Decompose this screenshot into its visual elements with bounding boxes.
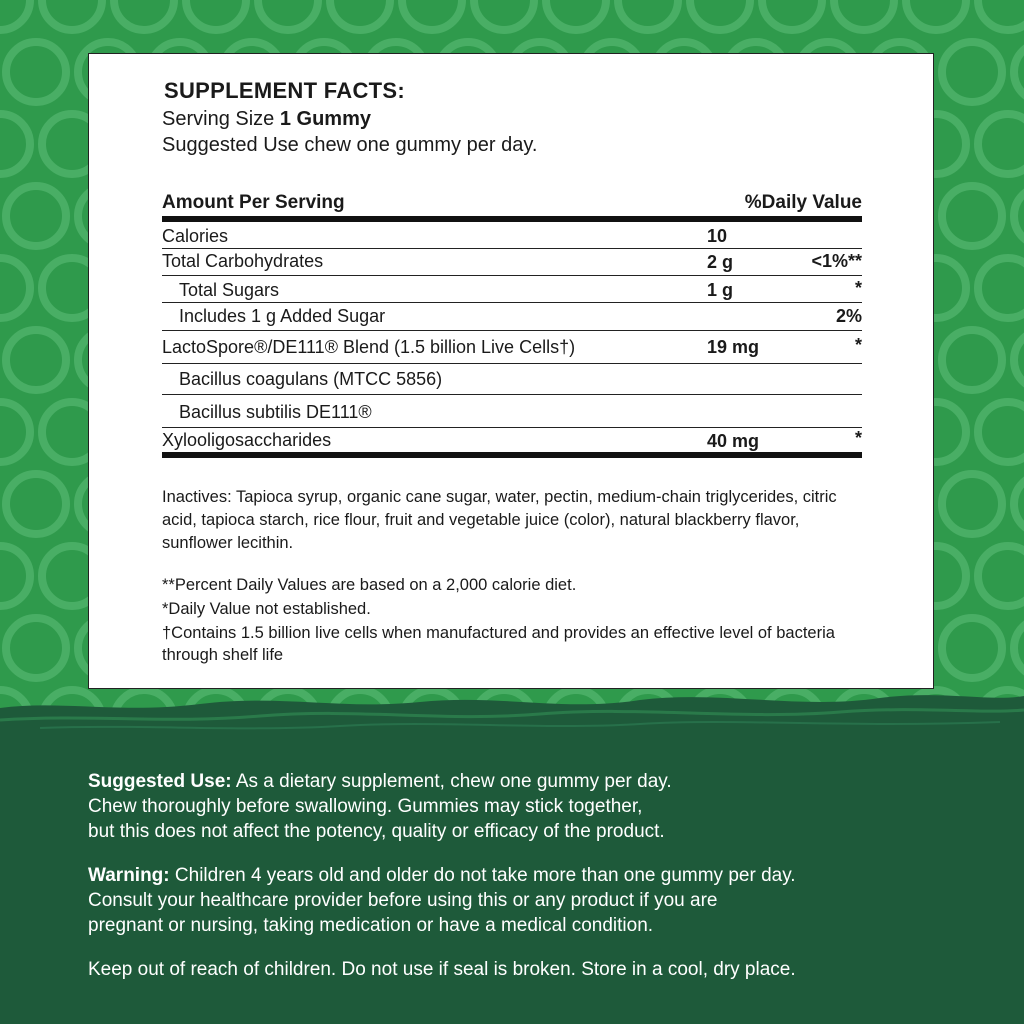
pattern-ring (978, 0, 1024, 30)
row-name: Total Sugars (179, 280, 280, 300)
suggested-use-text: As a dietary supplement, chew one gummy per day. (231, 771, 672, 792)
facts-row (162, 222, 862, 249)
pattern-ring (0, 0, 30, 30)
pattern-ring (942, 474, 1002, 534)
pattern-ring (0, 402, 30, 462)
pattern-ring (6, 330, 66, 390)
row-amount: 1 g (707, 280, 734, 300)
pattern-ring (834, 0, 894, 30)
row-amount: 10 (707, 226, 728, 246)
row-name: Calories (162, 226, 229, 246)
pattern-ring (402, 0, 462, 30)
pattern-ring (1014, 42, 1024, 102)
footnote-live-cells: †Contains 1.5 billion live cells when manufactured and provides an effective level of bacteria through shelf life (162, 624, 835, 664)
pattern-ring (906, 0, 966, 30)
row-name: Includes 1 g Added Sugar (179, 306, 386, 326)
pattern-ring (6, 474, 66, 534)
suggested-use-line-1 (88, 769, 968, 794)
pattern-ring (942, 186, 1002, 246)
facts-row (162, 395, 862, 428)
row-dv: * (854, 335, 862, 355)
pattern-ring (618, 0, 678, 30)
supplement-facts-panel (88, 53, 934, 689)
row-dv: * (854, 278, 862, 298)
pattern-ring (6, 618, 66, 678)
facts-row (162, 303, 862, 331)
facts-row (162, 276, 862, 303)
pattern-ring (978, 114, 1024, 174)
facts-title: SUPPLEMENT FACTS: (164, 78, 405, 103)
pattern-ring (978, 402, 1024, 462)
row-dv: 2% (835, 306, 862, 326)
pattern-ring (0, 546, 30, 606)
serving-size-value: 1 Gummy (279, 108, 371, 130)
row-amount: 2 g (707, 252, 734, 272)
row-name: LactoSpore®/DE111® Blend (1.5 billion Live Cells†) (162, 337, 576, 357)
facts-row (162, 331, 862, 364)
suggested-use-label: Suggested Use: (88, 771, 232, 792)
row-amount: 40 mg (707, 431, 760, 451)
pattern-ring (0, 114, 30, 174)
warning-paragraph (88, 863, 968, 938)
row-name: Bacillus subtilis DE111® (179, 402, 372, 422)
row-dv: * (854, 428, 862, 448)
pattern-ring (6, 186, 66, 246)
facts-row (162, 249, 862, 276)
pattern-ring (330, 0, 390, 30)
facts-table (162, 190, 862, 458)
pattern-ring (1014, 618, 1024, 678)
warning-label: Warning: (88, 865, 170, 886)
serving-size-label: Serving Size (162, 108, 280, 130)
pattern-ring (186, 0, 246, 30)
pattern-ring (978, 258, 1024, 318)
pattern-ring (1014, 186, 1024, 246)
facts-row (162, 364, 862, 395)
pattern-ring (942, 330, 1002, 390)
row-amount: 19 mg (707, 337, 760, 357)
header-amount: Amount Per Serving (162, 192, 345, 213)
pattern-ring (942, 42, 1002, 102)
suggested-use-short: Suggested Use chew one gummy per day. (162, 134, 538, 156)
pattern-ring (690, 0, 750, 30)
pattern-ring (1014, 474, 1024, 534)
facts-header-row (162, 190, 862, 222)
brush-stroke-edge (0, 680, 1024, 740)
suggested-use-paragraph (88, 769, 968, 844)
row-name: Total Carbohydrates (162, 251, 324, 271)
warning-line-1 (88, 863, 968, 888)
pattern-ring (6, 42, 66, 102)
pattern-ring (1014, 330, 1024, 390)
pattern-ring (474, 0, 534, 30)
row-name: Xylooligosaccharides (162, 430, 332, 450)
pattern-ring (978, 546, 1024, 606)
suggested-use-line-3: but this does not affect the potency, quality or efficacy of the product. (88, 821, 665, 842)
storage-paragraph: Keep out of reach of children. Do not use if seal is broken. Store in a cool, dry place. (88, 959, 796, 980)
pattern-ring (942, 618, 1002, 678)
footnote-dv-not-established: *Daily Value not established. (162, 600, 371, 618)
pattern-ring (0, 258, 30, 318)
inactives-text: Inactives: Tapioca syrup, organic cane sugar, water, pectin, medium-chain triglycerides, citric acid, tapioca starch, rice flour, fruit and vegetable juice (color), natural blackberry flavor, sunflower lecithin. (162, 488, 837, 552)
warning-line-2: Consult your healthcare provider before using this or any product if you are (88, 890, 718, 911)
pattern-ring (546, 0, 606, 30)
row-dv: <1%** (811, 251, 862, 271)
pattern-ring (258, 0, 318, 30)
pattern-ring (42, 0, 102, 30)
pattern-ring (114, 0, 174, 30)
header-daily-value: %Daily Value (744, 192, 862, 213)
warning-line-3: pregnant or nursing, taking medication or have a medical condition. (88, 915, 654, 936)
row-name: Bacillus coagulans (MTCC 5856) (179, 369, 443, 389)
serving-size (162, 108, 371, 131)
pattern-ring (762, 0, 822, 30)
suggested-use-line-2: Chew thoroughly before swallowing. Gummies may stick together, (88, 796, 643, 817)
facts-row (162, 428, 862, 458)
footnote-percent-dv: **Percent Daily Values are based on a 2,000 calorie diet. (162, 576, 577, 594)
warning-text: Children 4 years old and older do not take more than one gummy per day. (169, 865, 796, 886)
